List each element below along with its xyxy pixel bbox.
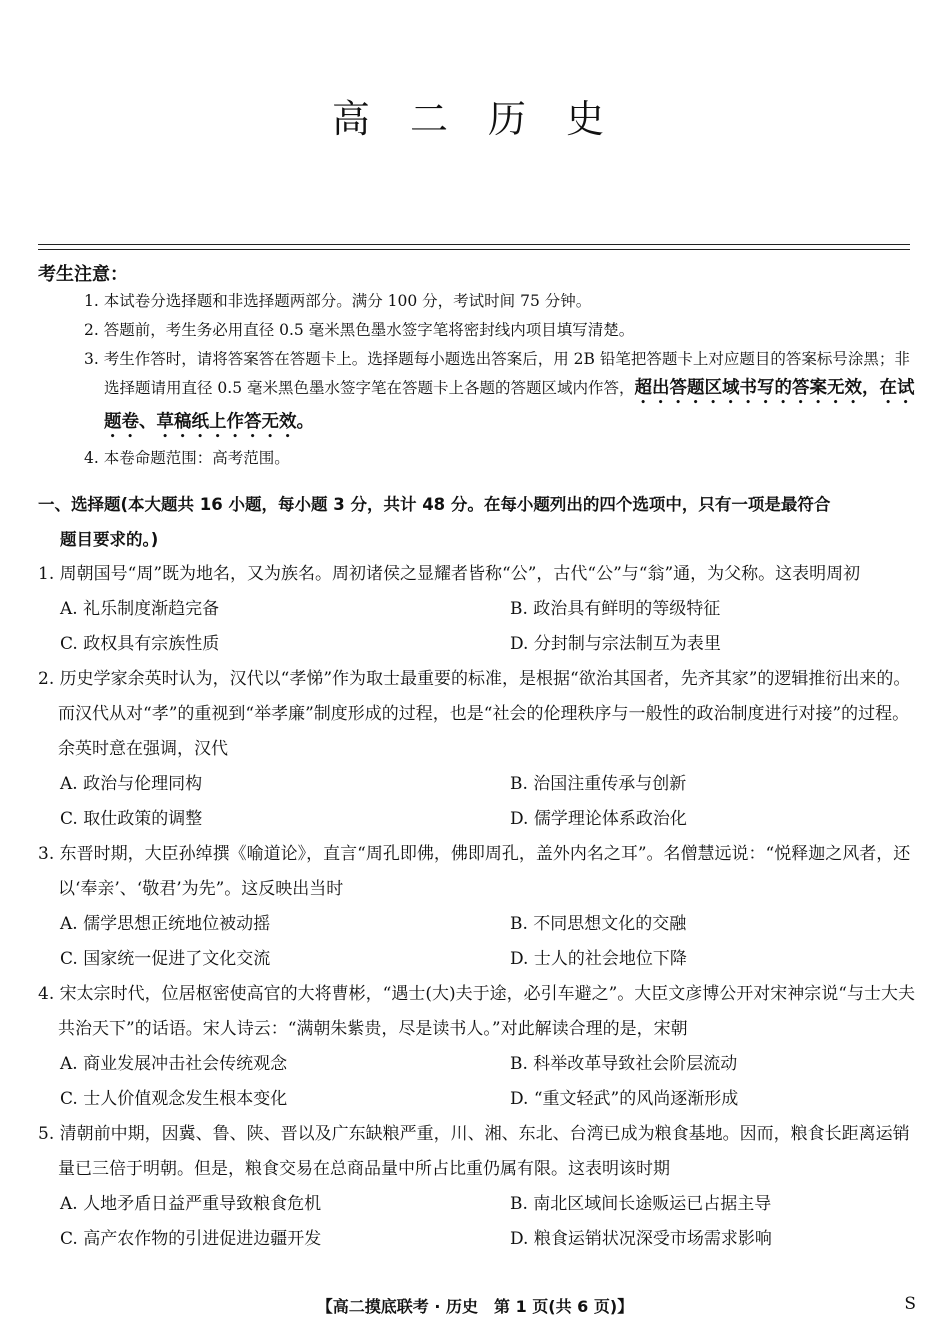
notice-item-text: 3. 考生作答时，请将答案答在答题卡上。选择题每小题选出答案后，用 2B 铅笔把答题卡上对应题目的答案标号涂黑；非选择题请用直径 0.5 毫米黑色墨水签字笔在答题卡上各题的答题区域内作答， xyxy=(84,350,910,397)
header-divider xyxy=(38,244,910,245)
question-options xyxy=(38,767,920,837)
question-stem: 4. 宋太宗时代，位居枢密使高官的大将曹彬，“遇士(大)夫于途，必引车避之”。大臣文彦博公开对宋神宗说“与士大夫共治天下”的话语。宋人诗云：“满朝朱紫贵，尽是读书人。”对此解读合理的是，宋朝 xyxy=(38,984,915,1039)
question-stem: 3. 东晋时期，大臣孙绰撰《喻道论》，直言“周孔即佛，佛即周孔，盖外内名之耳”。名僧慧远说：“悦释迦之风者，还以‘奉亲’、‘敬君’为先”。这反映出当时 xyxy=(38,844,911,899)
question xyxy=(38,837,920,977)
question-options xyxy=(38,1047,920,1117)
option-a: A. 人地矛盾日益严重导致粮食危机 xyxy=(60,1194,322,1214)
option-a: A. 商业发展冲击社会传统观念 xyxy=(60,1054,288,1074)
question-stem: 2. 历史学家余英时认为，汉代以“孝悌”作为取士最重要的标准，是根据“欲治其国者，先齐其家”的逻辑推衍出来的。而汉代从对“孝”的重视到“举孝廉”制度形成的过程，也是“社会的伦理秩序与一般性的政治制度进行对接”的过程。余英时意在强调，汉代 xyxy=(38,669,911,759)
footer-code: S xyxy=(904,1294,916,1314)
page-title: 高 二 历 史 xyxy=(331,97,619,141)
option-b: B. 不同思想文化的交融 xyxy=(510,914,687,934)
question-options xyxy=(38,907,920,977)
notice-item: 2. 答题前，考生务必用直径 0.5 毫米黑色墨水签字笔将密封线内项目填写清楚。 xyxy=(84,321,635,339)
option-a: A. 儒学思想正统地位被动摇 xyxy=(60,914,271,934)
question-list xyxy=(38,557,920,1257)
notice-item xyxy=(84,345,916,442)
option-d: D. “重文轻武”的风尚逐渐形成 xyxy=(510,1089,739,1109)
option-b: B. 政治具有鲜明的等级特征 xyxy=(510,599,721,619)
notice-emphasis: 超出答题区域书写的答案无效，在试题卷、草稿纸上作答无效。 xyxy=(104,378,915,432)
question-stem: 1. 周朝国号“周”既为地名，又为族名。周初诸侯之显耀者皆称“公”，古代“公”与“翁”通，为父称。这表明周初 xyxy=(38,564,861,584)
option-c: C. 取仕政策的调整 xyxy=(60,809,203,829)
question-options xyxy=(38,592,920,662)
option-d: D. 分封制与宗法制互为表里 xyxy=(510,634,721,654)
notice-list xyxy=(84,287,916,473)
notice-item: 4. 本卷命题范围：高考范围。 xyxy=(84,449,290,467)
option-c: C. 士人价值观念发生根本变化 xyxy=(60,1089,288,1109)
question xyxy=(38,977,920,1117)
notice-heading: 考生注意： xyxy=(38,264,128,285)
question-stem: 5. 清朝前中期，因冀、鲁、陕、晋以及广东缺粮严重，川、湘、东北、台湾已成为粮食基地。因而，粮食长距离运销量已三倍于明朝。但是，粮食交易在总商品量中所占比重仍属有限。这表明该时期 xyxy=(38,1124,910,1179)
option-c: C. 高产农作物的引进促进边疆开发 xyxy=(60,1229,322,1249)
option-a: A. 礼乐制度渐趋完备 xyxy=(60,599,220,619)
option-d: D. 粮食运销状况深受市场需求影响 xyxy=(510,1229,772,1249)
option-b: B. 科举改革导致社会阶层流动 xyxy=(510,1054,738,1074)
option-b: B. 南北区域间长途贩运已占据主导 xyxy=(510,1194,772,1214)
option-d: D. 儒学理论体系政治化 xyxy=(510,809,687,829)
question xyxy=(38,1117,920,1257)
option-a: A. 政治与伦理同构 xyxy=(60,774,203,794)
notice-item: 1. 本试卷分选择题和非选择题两部分。满分 100 分，考试时间 75 分钟。 xyxy=(84,292,592,310)
option-c: C. 国家统一促进了文化交流 xyxy=(60,949,271,969)
question-options xyxy=(38,1187,920,1257)
page-footer: 【高二摸底联考 · 历史 第 1 页(共 6 页)】 xyxy=(316,1297,634,1316)
header-divider-thin xyxy=(38,249,910,250)
question xyxy=(38,662,920,837)
question xyxy=(38,557,920,662)
section-heading-line: 题目要求的。) xyxy=(60,530,159,549)
option-d: D. 士人的社会地位下降 xyxy=(510,949,687,969)
option-c: C. 政权具有宗族性质 xyxy=(60,634,220,654)
section-heading xyxy=(38,487,918,557)
option-b: B. 治国注重传承与创新 xyxy=(510,774,687,794)
section-heading-line: 一、选择题(本大题共 16 小题，每小题 3 分，共计 48 分。在每小题列出的四个选项中，只有一项是最符合 xyxy=(38,495,831,514)
